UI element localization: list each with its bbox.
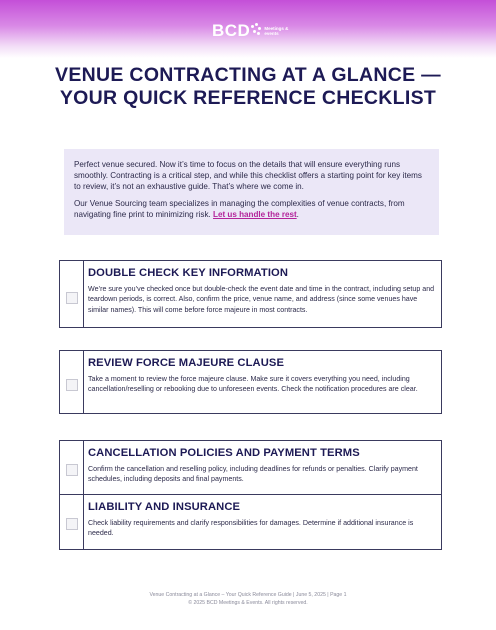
item-divider [60, 494, 441, 495]
checklist-item-title: REVIEW FORCE MAJEURE CLAUSE [88, 357, 285, 369]
checklist-card-group [59, 440, 442, 550]
page-footer [0, 591, 496, 607]
intro-paragraph-2-end: . [296, 209, 299, 219]
checklist-card-key-info [59, 260, 442, 328]
footer-line-1: Venue Contracting at a Glance – Your Quick Reference Guide | June 5, 2025 | Page 1 [149, 592, 347, 598]
checklist-item-title: CANCELLATION POLICIES AND PAYMENT TERMS [88, 447, 360, 459]
page-title [0, 64, 496, 110]
handle-rest-link[interactable]: Let us handle the rest [213, 209, 297, 219]
title-line-1: VENUE CONTRACTING AT A GLANCE — [55, 64, 441, 86]
checkbox-key-info[interactable] [66, 292, 78, 304]
checklist-item-body [88, 500, 435, 539]
intro-paragraph-2 [74, 198, 429, 220]
footer-copyright: © 2025 BCD Meetings & Events. All rights reserved. [188, 600, 308, 606]
checklist-item-body [88, 266, 435, 315]
checklist-item-text: We’re sure you’ve checked once but double-check the event date and time in the contract, including setup and teardown periods, is correct. Also, confirm the price, venue name, and address (since some venues have similar names). This will come before force majeure in most contracts. [88, 285, 435, 314]
checklist-item-title: DOUBLE CHECK KEY INFORMATION [88, 267, 289, 279]
checklist-card-force-majeure [59, 350, 442, 414]
checkbox-cancellation[interactable] [66, 464, 78, 476]
intro-paragraph-2-text: Our Venue Sourcing team specializes in managing the complexities of venue contracts, from navigating fine print to minimizing risk. [74, 198, 405, 219]
logo-dots-icon [251, 23, 261, 39]
title-line-2: YOUR QUICK REFERENCE CHECKLIST [59, 87, 437, 109]
intro-box [64, 149, 439, 235]
checklist-item-body [88, 446, 435, 485]
checkbox-liability[interactable] [66, 518, 78, 530]
bcd-logo [212, 20, 294, 42]
intro-paragraph-1: Perfect venue secured. Now it’s time to focus on the details that will ensure everything runs smoothly. Contracting is a critical step, and while this checklist offers a starting point for key items to review, it’s not an exhaustive guide. That’s where we come in. [74, 160, 422, 192]
checklist-item-text: Confirm the cancellation and reselling policy, including deadlines for refunds or penalties. Clarify payment schedules, including deposits and final payments. [88, 465, 418, 484]
checklist-item-text: Check liability requirements and clarify responsibilities for damages. Determine if additional insurance is needed. [88, 519, 414, 538]
checklist-item-body [88, 356, 435, 395]
checklist-item-title: LIABILITY AND INSURANCE [88, 501, 241, 513]
logo-subtitle: Meetings & events [264, 26, 289, 36]
logo-wordmark: BCD [212, 21, 251, 40]
checkbox-force-majeure[interactable] [66, 379, 78, 391]
checkbox-column [60, 441, 84, 549]
checklist-item-text: Take a moment to review the force majeure clause. Make sure it covers everything you need, including cancellation/reselling or rebooking due to unforeseen events. Check the notification procedures are clear. [88, 375, 418, 394]
